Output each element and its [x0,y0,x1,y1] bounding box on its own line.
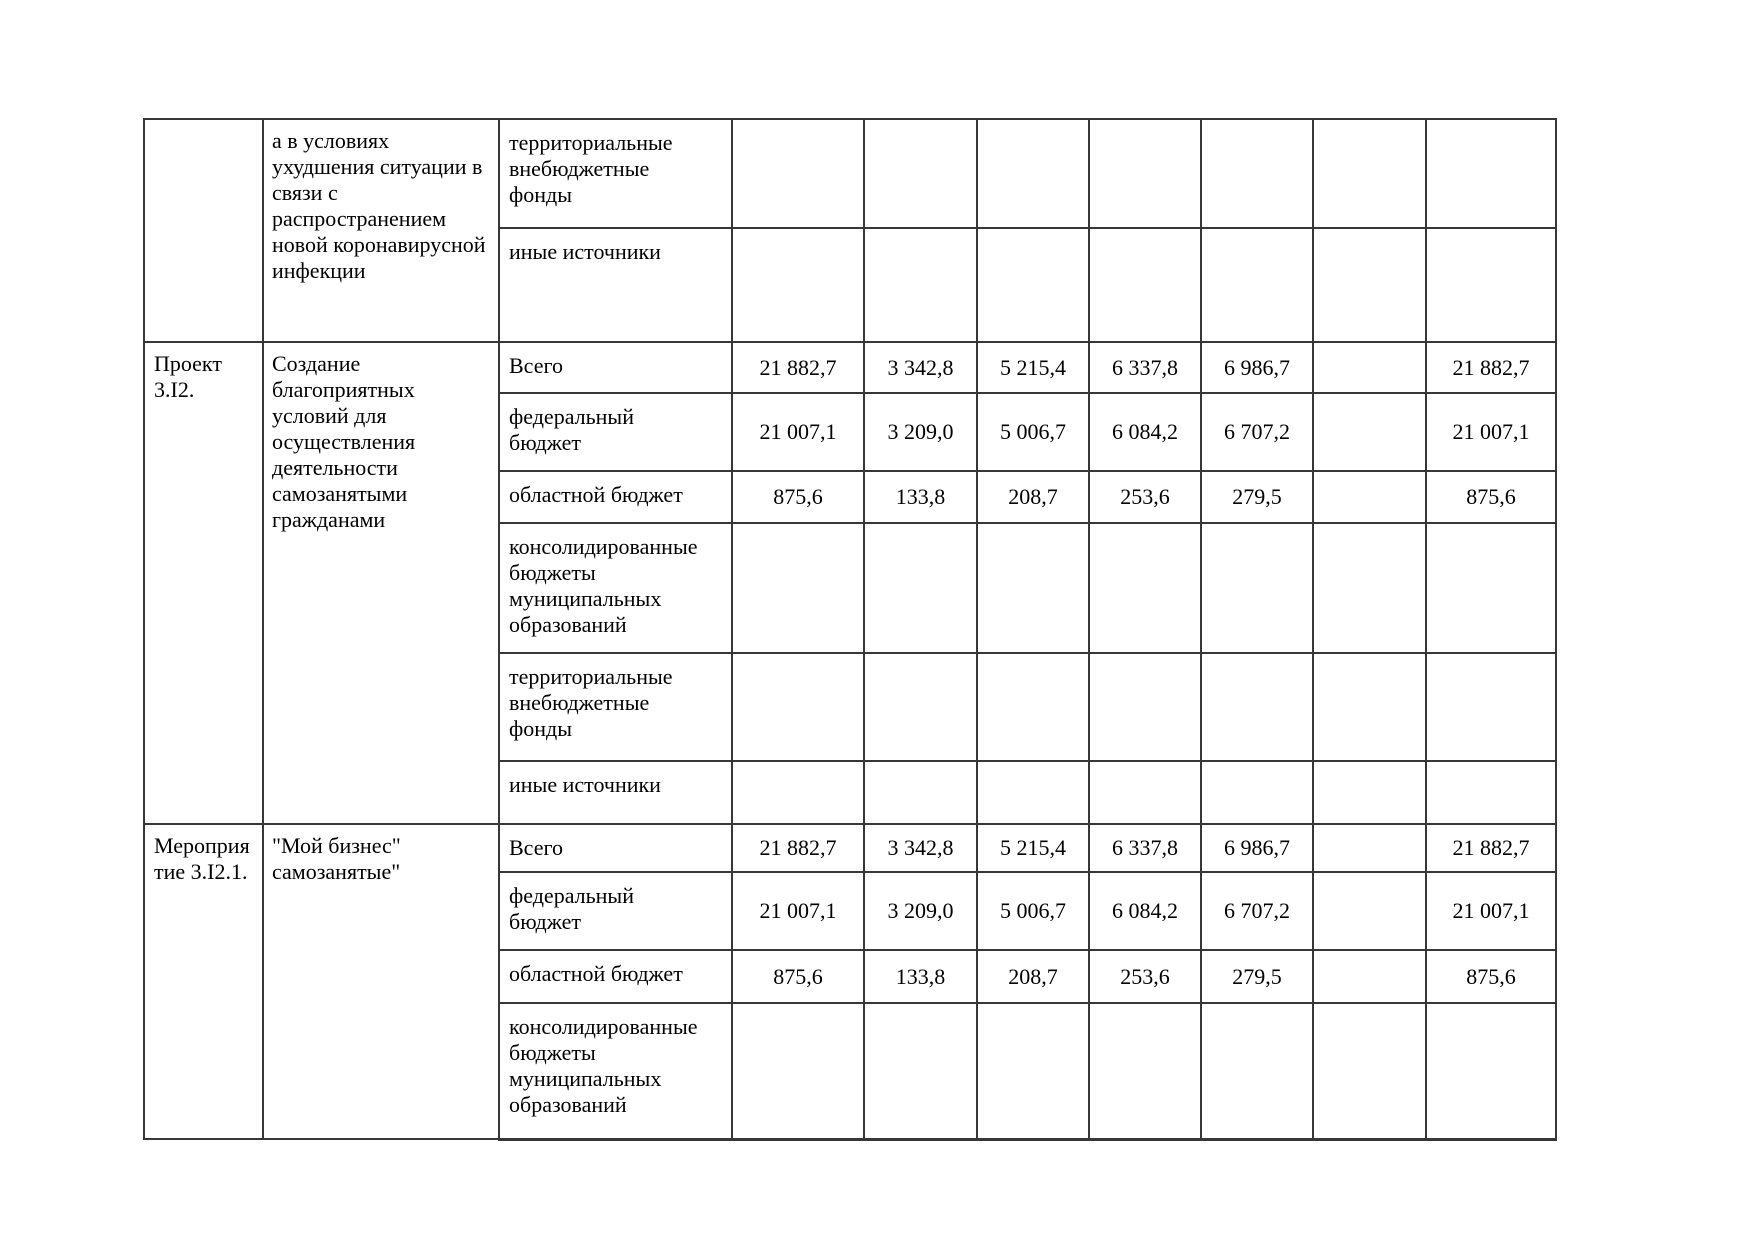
amount-cell [1313,761,1426,824]
amount-cell: 3 342,8 [864,342,977,393]
funding-source-cell: областной бюджет [499,950,732,1003]
item-code-cell: Проект 3.I2. [144,342,263,824]
amount-cell [1313,471,1426,523]
amount-cell [864,1003,977,1139]
amount-cell [732,228,864,342]
amount-cell [732,1003,864,1139]
amount-cell: 253,6 [1089,471,1201,523]
amount-cell [864,653,977,761]
amount-cell [1201,653,1313,761]
amount-cell: 6 084,2 [1089,872,1201,950]
amount-cell [1313,119,1426,228]
amount-cell: 5 215,4 [977,342,1089,393]
amount-cell [1089,228,1201,342]
amount-cell: 21 882,7 [732,824,864,872]
amount-cell [1089,119,1201,228]
amount-cell: 6 337,8 [1089,824,1201,872]
amount-cell [1426,523,1556,653]
funding-source-cell: территориальные внебюджетные фонды [499,119,732,228]
amount-cell [1089,523,1201,653]
amount-cell [977,523,1089,653]
funding-source-cell: Всего [499,342,732,393]
amount-cell: 21 882,7 [1426,342,1556,393]
item-name-cell: Создание благоприятных условий для осуществления деятельности самозанятыми гражданами [263,342,499,824]
amount-cell [864,523,977,653]
amount-cell [1313,824,1426,872]
amount-cell [1313,228,1426,342]
amount-cell: 5 006,7 [977,872,1089,950]
amount-cell [864,228,977,342]
budget-table [143,118,1557,1141]
amount-cell [732,653,864,761]
table-row [144,119,1556,228]
amount-cell [1201,228,1313,342]
amount-cell [732,761,864,824]
amount-cell [977,228,1089,342]
amount-cell: 6 084,2 [1089,393,1201,471]
funding-source-cell: консолидированные бюджеты муниципальных образований [499,523,732,653]
funding-source-cell: областной бюджет [499,471,732,523]
amount-cell [1426,119,1556,228]
table-row [144,824,1556,872]
amount-cell: 21 882,7 [1426,824,1556,872]
amount-cell [1313,872,1426,950]
funding-source-cell: консолидированные бюджеты муниципальных образований [499,1003,732,1139]
amount-cell [977,761,1089,824]
amount-cell: 875,6 [1426,471,1556,523]
amount-cell [1089,761,1201,824]
amount-cell: 279,5 [1201,471,1313,523]
amount-cell: 3 209,0 [864,872,977,950]
amount-cell: 3 342,8 [864,824,977,872]
amount-cell: 5 006,7 [977,393,1089,471]
amount-cell: 133,8 [864,950,977,1003]
amount-cell [1313,342,1426,393]
amount-cell [864,119,977,228]
amount-cell [1313,653,1426,761]
funding-source-cell: территориальные внебюджетные фонды [499,653,732,761]
amount-cell [1201,119,1313,228]
amount-cell [1201,523,1313,653]
amount-cell [1313,950,1426,1003]
item-code-cell: Мероприятие 3.I2.1. [144,824,263,1139]
funding-source-cell: федеральный бюджет [499,872,732,950]
amount-cell [1201,1003,1313,1139]
funding-source-cell: федеральный бюджет [499,393,732,471]
table-row [144,342,1556,393]
amount-cell [1426,228,1556,342]
amount-cell [977,653,1089,761]
amount-cell: 21 882,7 [732,342,864,393]
amount-cell: 253,6 [1089,950,1201,1003]
amount-cell: 133,8 [864,471,977,523]
amount-cell [732,119,864,228]
amount-cell [1313,523,1426,653]
amount-cell [977,119,1089,228]
amount-cell [1426,653,1556,761]
amount-cell: 6 707,2 [1201,393,1313,471]
item-name-cell: а в условиях ухудшения ситуации в связи с распространением новой коронавирусной инфекции [263,119,499,342]
amount-cell: 6 986,7 [1201,824,1313,872]
funding-source-cell: Всего [499,824,732,872]
amount-cell: 5 215,4 [977,824,1089,872]
amount-cell: 21 007,1 [732,393,864,471]
amount-cell: 21 007,1 [1426,872,1556,950]
amount-cell [732,523,864,653]
amount-cell [1426,761,1556,824]
amount-cell [1201,761,1313,824]
amount-cell: 875,6 [732,471,864,523]
amount-cell: 875,6 [732,950,864,1003]
funding-source-cell: иные источники [499,228,732,342]
funding-source-cell: иные источники [499,761,732,824]
amount-cell [1313,1003,1426,1139]
amount-cell [864,761,977,824]
amount-cell: 208,7 [977,471,1089,523]
amount-cell: 875,6 [1426,950,1556,1003]
item-code-cell [144,119,263,342]
amount-cell [1089,653,1201,761]
amount-cell: 21 007,1 [1426,393,1556,471]
amount-cell: 21 007,1 [732,872,864,950]
amount-cell: 279,5 [1201,950,1313,1003]
amount-cell: 208,7 [977,950,1089,1003]
amount-cell: 6 337,8 [1089,342,1201,393]
amount-cell [977,1003,1089,1139]
amount-cell [1089,1003,1201,1139]
amount-cell [1426,1003,1556,1139]
amount-cell: 6 986,7 [1201,342,1313,393]
amount-cell: 3 209,0 [864,393,977,471]
item-name-cell: "Мой бизнес" самозанятые" [263,824,499,1139]
amount-cell [1313,393,1426,471]
amount-cell: 6 707,2 [1201,872,1313,950]
